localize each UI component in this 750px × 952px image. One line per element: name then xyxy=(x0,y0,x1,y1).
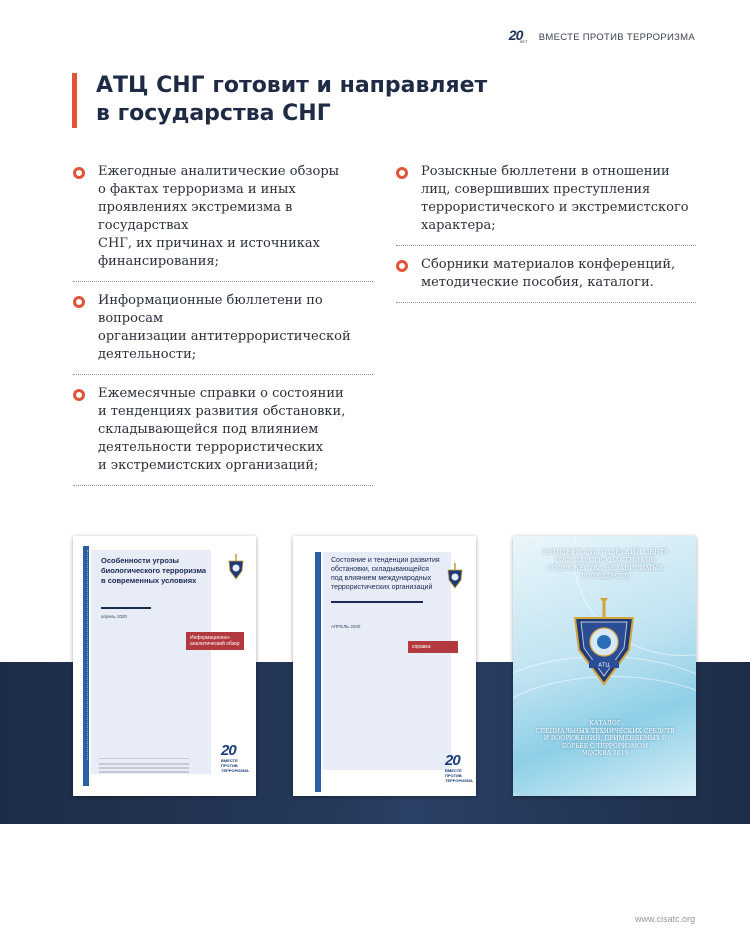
left-column xyxy=(73,163,373,496)
shield-emblem-icon xyxy=(228,554,244,580)
header-brand xyxy=(509,28,695,46)
title-accent-bar xyxy=(72,73,77,128)
page-title: АТЦ СНГ готовит и направляет в государства СНГ xyxy=(96,73,488,126)
list-item-text: Сборники материалов конференций, методические пособия, каталоги. xyxy=(421,257,676,290)
cover-rule xyxy=(101,607,151,609)
cover-footnote xyxy=(99,758,189,773)
atc-shield-emblem-icon xyxy=(571,598,637,686)
list-item xyxy=(396,256,696,303)
cover-date: АПРЕЛЬ 2020 xyxy=(331,624,361,629)
brand-slogan: ВМЕСТЕ ПРОТИВ ТЕРРОРИЗМА xyxy=(538,31,695,43)
publication-cover-bio-terrorism xyxy=(73,536,256,796)
cover-logo-text: ВМЕСТЕ ПРОТИВ ТЕРРОРИЗМА xyxy=(445,768,473,783)
emblem-text: АТЦ xyxy=(598,662,610,669)
logo-suffix: ЛЕТ xyxy=(519,39,528,44)
list-item xyxy=(396,163,696,246)
cover-footer: КАТАЛОГ СПЕЦИАЛЬНЫХ ТЕХНИЧЕСКИХ СРЕДСТВ И ВООРУЖЕНИЙ, ПРИМЕНЯЕМЫХ В БОРЬБЕ С ТЕРРОРИЗМОМ МОСКВА 2019 xyxy=(535,720,675,757)
list-item xyxy=(73,292,373,375)
cover-date: апрель 2020 xyxy=(101,614,128,619)
bullet-icon xyxy=(396,167,408,179)
list-item-text: Розыскные бюллетени в отношении лиц, совершивших преступления террористического и экстремистского характера; xyxy=(421,164,689,233)
bullet-icon xyxy=(73,296,85,308)
cover-rule xyxy=(331,601,423,603)
cover-tag: справка xyxy=(408,641,458,653)
cover-logo-text: ВМЕСТЕ ПРОТИВ ТЕРРОРИЗМА xyxy=(221,758,249,773)
publication-cover-catalog xyxy=(513,536,696,796)
logo-number: 20 xyxy=(508,27,523,43)
cover-logo xyxy=(221,744,249,773)
list-item-text: Ежемесячные справки о состоянии и тенденциях развития обстановки, складывающейся под влиянием деятельности террористических и экстремистских организаций; xyxy=(98,386,346,473)
list-item-text: Ежегодные аналитические обзоры о фактах терроризма и иных проявлениях экстремизма в государствах СНГ, их причинах и источниках финансирования; xyxy=(98,164,339,269)
cover-title: Особенности угрозы биологического терроризма в современных условиях xyxy=(101,556,207,585)
cover-title: Состояние и тенденции развития обстановки, складывающейся под влиянием международных террористических организаций xyxy=(331,557,440,591)
list-item xyxy=(73,385,373,486)
bullet-icon xyxy=(396,260,408,272)
bullet-icon xyxy=(73,167,85,179)
cover-logo-number: 20 xyxy=(445,752,460,769)
list-item xyxy=(73,163,373,282)
cover-tag: Информационно- аналитический обзор xyxy=(186,632,244,650)
bullet-icon xyxy=(73,389,85,401)
right-column xyxy=(396,163,696,313)
cover-logo-number: 20 xyxy=(221,742,236,759)
cover-stripe xyxy=(315,552,321,792)
publication-cover-situation-report xyxy=(293,536,476,796)
cover-logo xyxy=(445,754,473,783)
cover-header: АНТИТЕРРОРИСТИЧЕСКИЙ ЦЕНТР ГОСУДАРСТВ-УЧАСТНИКОВ СОДРУЖЕСТВА НЕЗАВИСИМЫХ ГОСУДАРСТВ xyxy=(541,548,669,580)
site-url[interactable]: www.cisatc.org xyxy=(634,914,695,924)
list-item-text: Информационные бюллетени по вопросам организации антитеррористической деятельности; xyxy=(98,293,351,362)
anniversary-logo xyxy=(509,28,531,46)
shield-emblem-icon xyxy=(447,563,463,589)
